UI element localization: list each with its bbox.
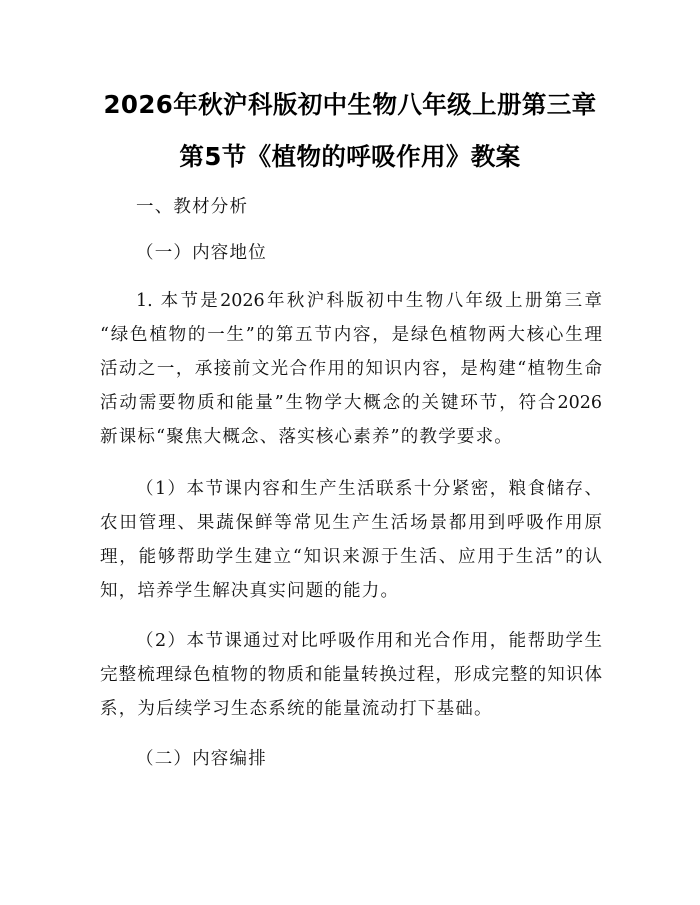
paragraph-3-line-3: 系，为后续学习生态系统的能量流动打下基础。: [100, 699, 493, 719]
subsection-heading-content-arrangement: （二）内容编排: [136, 749, 267, 769]
paragraph-3-line-2: 完整梳理绿色植物的物质和能量转换过程，形成完整的知识体: [100, 665, 602, 685]
paragraph-1-line-2: “绿色植物的一生”的第五节内容，是绿色植物两大核心生理: [100, 325, 602, 345]
paragraph-2-line-3: 理，能够帮助学生建立“知识来源于生活、应用于生活”的认: [100, 547, 602, 567]
paragraph-2-line-2: 农田管理、果蔬保鲜等常见生产生活场景都用到呼吸作用原: [100, 513, 602, 533]
subsection-heading-content-position: （一）内容地位: [136, 243, 267, 263]
paragraph-3-line-1: （2）本节课通过对比呼吸作用和光合作用，能帮助学生: [136, 631, 602, 651]
paragraph-2-line-1: （1）本节课内容和生产生活联系十分紧密，粮食储存、: [136, 479, 602, 499]
paragraph-1-line-4: 活动需要物质和能量”生物学大概念的关键环节，符合2026: [100, 393, 602, 413]
section-heading-teaching-material-analysis: 一、教材分析: [136, 197, 249, 217]
paragraph-1-line-5: 新课标“聚焦大概念、落实核心素养”的教学要求。: [100, 427, 513, 447]
document-title-line-1: 2026年秋沪科版初中生物八年级上册第三章: [103, 90, 597, 119]
paragraph-1-line-3: 活动之一，承接前文光合作用的知识内容，是构建“植物生命: [100, 359, 602, 379]
document-title-line-2: 第5节《植物的呼吸作用》教案: [179, 142, 521, 171]
paragraph-1-line-1: 1. 本节是2026年秋沪科版初中生物八年级上册第三章: [136, 291, 602, 311]
paragraph-2-line-4: 知，培养学生解决真实问题的能力。: [100, 581, 400, 601]
